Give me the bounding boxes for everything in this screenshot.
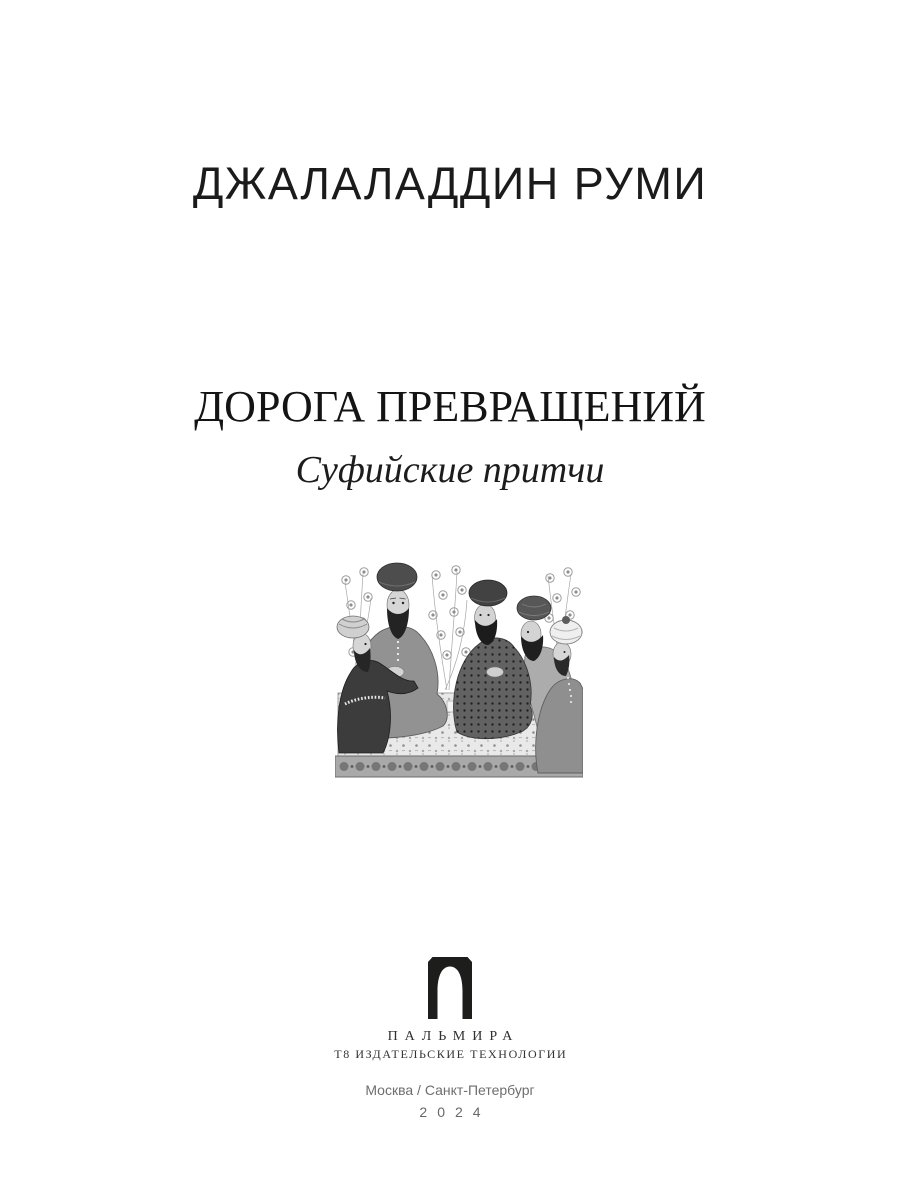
book-subtitle: Суфийские притчи	[295, 449, 605, 491]
five-seated-men-miniature-image	[335, 560, 583, 778]
miniature-illustration	[335, 560, 583, 778]
author-name: ДЖАЛАЛАДДИН РУМИ	[192, 158, 708, 209]
publisher-imprint: Т8 ИЗДАТЕЛЬСКИЕ ТЕХНОЛОГИИ	[334, 1047, 568, 1061]
publication-year: 2024	[419, 1104, 491, 1120]
book-title: ДОРОГА ПРЕВРАЩЕНИЙ	[194, 382, 706, 431]
publisher-cities: Москва / Санкт-Петербург	[365, 1082, 535, 1098]
palmyra-arch-logo-icon	[428, 957, 472, 1019]
publisher-name: ПАЛЬМИРА	[387, 1029, 520, 1044]
